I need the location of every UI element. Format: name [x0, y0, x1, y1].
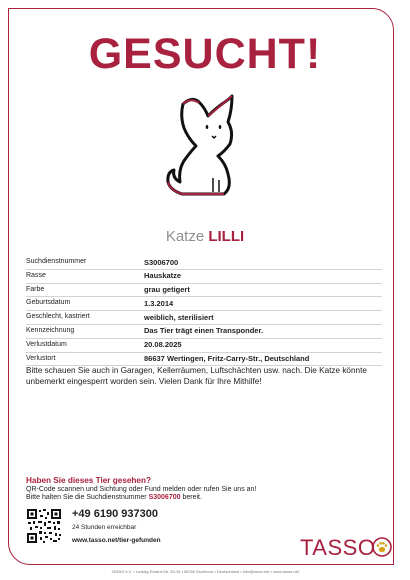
detail-label: Geburtsdatum	[26, 299, 71, 307]
detail-value: weiblich, sterilisiert	[144, 312, 214, 322]
animal-name	[0, 228, 410, 245]
detail-value: grau getigert	[144, 285, 190, 295]
detail-value: S3006700	[144, 257, 179, 267]
detail-row-loss-place	[26, 353, 382, 367]
tasso-logo	[300, 535, 375, 561]
detail-label: Suchdienstnummer	[26, 258, 87, 265]
detail-value: 20.08.2025	[144, 340, 182, 350]
footer-address: TASSO e.V. • Ludwig-Erhard-Str. 30-34 • 65760 Eschborn • Deutschland • info@tasso.net • www.tasso.net	[111, 569, 299, 574]
cta-search-number: S3006700	[148, 494, 181, 501]
search-note: Bitte schauen Sie auch in Garagen, Kellerräumen, Luftschächten usw. nach. Die Katze könnte unbemerkt eingesperrt worden sein. Vielen Dank für Ihre Mithilfe!	[26, 366, 367, 386]
detail-row-sex	[26, 311, 382, 325]
detail-value: 1.3.2014	[144, 298, 174, 308]
cta-line-2	[26, 494, 202, 501]
headline: GESUCHT!	[88, 30, 322, 78]
cta-line-2-prefix: Bitte halten Sie die Suchdienstnummer	[26, 494, 147, 501]
detail-row-search-number	[26, 256, 382, 270]
contact-phone[interactable]: +49 6190 937300	[72, 508, 158, 520]
animal-name-value: LILLI	[208, 228, 245, 245]
detail-label: Rasse	[26, 271, 46, 279]
detail-value: Das Tier trägt einen Transponder.	[144, 326, 264, 336]
contact-url-link[interactable]: www.tasso.net/tier-gefunden	[72, 537, 161, 544]
detail-value: 86637 Wertingen, Fritz-Carry-Str., Deutschland	[144, 354, 310, 364]
detail-label: Kennzeichnung	[26, 326, 75, 334]
detail-row-breed	[26, 270, 382, 284]
detail-label: Farbe	[26, 285, 45, 293]
animal-kind: Katze	[165, 228, 205, 245]
details-table	[26, 256, 382, 366]
detail-label: Verlustort	[26, 354, 56, 362]
qr-code-icon[interactable]	[26, 508, 62, 544]
detail-row-color	[26, 284, 382, 298]
contact-availability: 24 Stunden erreichbar	[72, 524, 137, 531]
cat-silhouette-icon	[162, 94, 246, 202]
detail-row-marking	[26, 325, 382, 339]
cta-line-2-suffix: bereit.	[182, 494, 202, 501]
brand-wordmark: TASSO	[300, 535, 376, 560]
detail-label: Verlustdatum	[26, 340, 67, 348]
paw-icon	[372, 537, 392, 557]
cta-title: Haben Sie dieses Tier gesehen?	[26, 476, 151, 485]
detail-value: Hauskatze	[144, 271, 182, 281]
detail-row-birthdate	[26, 297, 382, 311]
cta-line-1: QR-Code scannen und Sichtung oder Fund melden oder rufen Sie uns an!	[26, 486, 257, 493]
detail-row-loss-date	[26, 339, 382, 353]
detail-label: Geschlecht, kastriert	[26, 313, 90, 321]
